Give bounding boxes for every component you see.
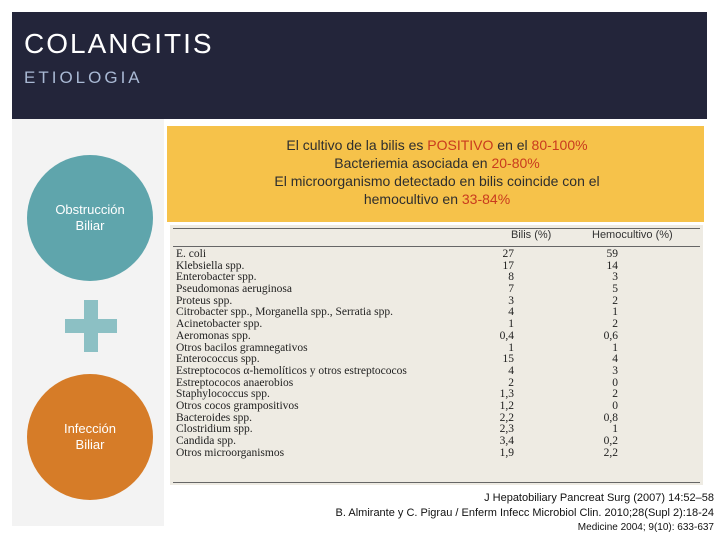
organism-name: Bacteroides spp.	[176, 411, 253, 424]
organism-name: Klebsiella spp.	[176, 259, 245, 272]
table-row	[176, 249, 701, 261]
hemocultivo-value: 2	[612, 294, 618, 307]
hemocultivo-value: 0	[612, 399, 618, 412]
organism-name: Estreptococos anaerobios	[176, 376, 294, 389]
header-bilis: Bilis (%)	[511, 229, 552, 241]
table-header-rule	[173, 246, 700, 247]
obstruccion-biliar-circle: Obstrucción Biliar	[27, 155, 153, 281]
bilis-value: 1,2	[499, 399, 514, 412]
page-title: COLANGITIS	[24, 28, 214, 59]
hemocultivo-value: 2,2	[603, 446, 618, 459]
table-bottom-rule	[173, 482, 700, 483]
bilis-value: 3,4	[499, 435, 514, 447]
hemocultivo-value: 59	[606, 248, 618, 260]
bilis-value: 15	[502, 353, 514, 366]
summary-line-3: El microorganismo detectado en bilis coincide con el	[274, 173, 600, 189]
organism-name: Enterococcus spp.	[176, 353, 260, 366]
infeccion-biliar-circle: Infección Biliar	[27, 374, 153, 500]
hemocultivo-value: 14	[606, 259, 618, 272]
hemocultivo-value: 0,6	[603, 329, 618, 342]
organism-name: Otros bacilos gramnegativos	[176, 341, 308, 354]
bilis-value: 4	[508, 306, 514, 319]
table-body	[176, 249, 701, 459]
bilis-value: 1,9	[499, 446, 514, 459]
hemocultivo-value: 1	[612, 341, 618, 354]
organism-name: Staphylococcus spp.	[176, 388, 270, 401]
organism-name: Clostridium spp.	[176, 423, 253, 436]
bilis-value: 1	[508, 318, 514, 331]
table-row	[176, 319, 701, 331]
table-row	[176, 413, 701, 425]
organism-name: Proteus spp.	[176, 294, 233, 307]
bilis-value: 8	[508, 271, 514, 284]
organism-name: Aeromonas spp.	[176, 329, 251, 342]
table-row	[176, 366, 701, 378]
summary-line-2: Bacteriemia asociada en 20-80%	[334, 155, 540, 171]
table-row	[176, 448, 701, 460]
bilis-value: 1	[508, 341, 514, 354]
hemocultivo-value: 0,8	[603, 411, 618, 424]
summary-line-4: hemocultivo en 33-84%	[363, 191, 511, 207]
organism-name: Citrobacter spp., Morganella spp., Serratia spp.	[176, 306, 393, 319]
hemocultivo-value: 2	[612, 388, 618, 401]
organism-name: Enterobacter spp.	[176, 271, 257, 284]
organism-name: E. coli	[176, 248, 207, 260]
summary-line-1: El cultivo de la bilis es POSITIVO en el 80-100%	[286, 137, 588, 153]
organism-name: Otros cocos grampositivos	[176, 399, 299, 412]
bilis-value: 0,4	[499, 329, 514, 342]
hemocultivo-value: 5	[612, 283, 618, 296]
bilis-value: 7	[508, 283, 514, 296]
hemocultivo-value: 3	[612, 271, 618, 284]
bilis-value: 27	[502, 248, 514, 260]
hemocultivo-value: 2	[612, 318, 618, 331]
bilis-value: 2,2	[499, 411, 514, 424]
bilis-value: 3	[508, 294, 514, 307]
table-row	[176, 331, 701, 343]
bilis-value: 2,3	[499, 423, 514, 436]
table-row	[176, 424, 701, 436]
hemocultivo-value: 4	[612, 353, 618, 366]
bilis-value: 17	[502, 259, 514, 272]
hemocultivo-value: 1	[612, 423, 618, 436]
table-row	[176, 436, 701, 448]
header-hemocultivo: Hemocultivo (%)	[592, 229, 673, 241]
organism-name: Candida spp.	[176, 435, 237, 447]
organism-name: Otros microorganismos	[176, 446, 285, 459]
hemocultivo-value: 0	[612, 376, 618, 389]
page-subtitle: ETIOLOGIA	[24, 68, 143, 87]
plus-icon	[65, 300, 117, 352]
bilis-value: 4	[508, 364, 514, 377]
hemocultivo-value: 3	[612, 364, 618, 377]
reference-1: J Hepatobiliary Pancreat Surg (2007) 14:52–58	[484, 492, 714, 504]
hemocultivo-value: 1	[612, 306, 618, 319]
table-row	[176, 401, 701, 413]
reference-2: B. Almirante y C. Pigrau / Enferm Infecc Microbiol Clin. 2010;28(Supl 2):18-24	[335, 507, 714, 519]
reference-3: Medicine 2004; 9(10): 633-637	[577, 522, 714, 533]
summary-text	[167, 136, 707, 208]
organism-name: Estreptococos α-hemolíticos y otros estreptococos	[176, 364, 407, 377]
table-row	[176, 284, 701, 296]
bilis-value: 2	[508, 376, 514, 389]
organism-name: Acinetobacter spp.	[176, 318, 263, 331]
bilis-value: 1,3	[499, 388, 514, 401]
hemocultivo-value: 0,2	[603, 435, 618, 447]
organism-name: Pseudomonas aeruginosa	[176, 283, 292, 296]
